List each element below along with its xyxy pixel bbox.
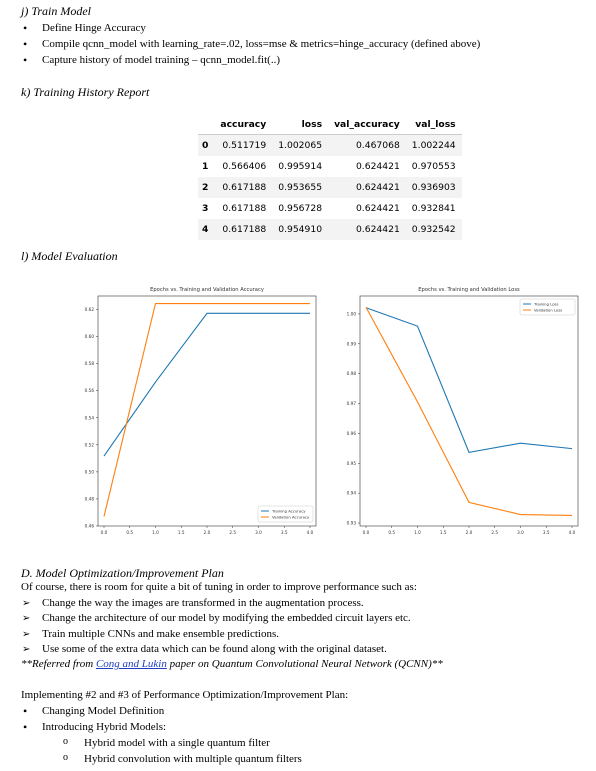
y-tick-label: 0.95 — [346, 460, 356, 466]
y-tick-label: 0.94 — [346, 490, 356, 496]
y-tick-label: 1.00 — [346, 311, 356, 317]
implementing-title: Implementing #2 and #3 of Performance Optimization/Improvement Plan: — [21, 689, 349, 701]
arrow-bullet-icon: ➢ — [22, 613, 31, 624]
table-row — [198, 135, 462, 157]
legend-label: Validation Accuracy — [272, 514, 310, 520]
table-row — [198, 156, 462, 177]
section-l-heading: l) Model Evaluation — [21, 249, 118, 263]
table-header-row — [198, 115, 462, 135]
section-j-heading: j) Train Model — [21, 4, 92, 18]
table-cell: 0.617188 — [214, 219, 272, 240]
history-table — [198, 115, 462, 240]
row-index: 1 — [202, 161, 209, 172]
table-cell: 1.002244 — [406, 135, 462, 157]
plan-item: Change the way the images are transformed in the augmentation process. — [42, 597, 364, 609]
y-tick-label: 0.98 — [346, 371, 356, 377]
x-tick-label: 2.0 — [203, 530, 211, 535]
accuracy-chart — [78, 284, 323, 539]
legend-label: Validation Loss — [534, 307, 563, 313]
x-tick-label: 3.5 — [280, 530, 288, 535]
arrow-bullet-icon: ➢ — [22, 629, 31, 640]
circle-bullet-icon: o — [63, 752, 68, 763]
circle-bullet-icon: o — [63, 736, 68, 747]
arrow-bullet-icon: ➢ — [22, 598, 31, 609]
x-tick-label: 3.5 — [542, 530, 550, 535]
table-cell: 0.566406 — [222, 161, 267, 172]
x-tick-label: 0.0 — [100, 530, 108, 535]
table-cell: 0.624421 — [328, 219, 406, 240]
bullet-icon: • — [23, 704, 28, 718]
y-tick-label: 0.96 — [346, 430, 356, 436]
y-tick-label: 0.52 — [84, 442, 94, 448]
table-cell: 0.956728 — [278, 203, 323, 214]
table-cell: 0.624421 — [355, 203, 400, 214]
y-tick-label: 0.54 — [84, 415, 94, 421]
table-cell: 0.954910 — [272, 219, 328, 240]
x-tick-label: 0.5 — [126, 530, 134, 535]
x-tick-label: 2.5 — [491, 530, 499, 535]
section-d-heading: D. Model Optimization/Improvement Plan — [21, 566, 224, 580]
table-cell: 0.936903 — [406, 177, 462, 198]
accuracy-chart-svg — [78, 284, 323, 539]
section-j-item: Compile qcnn_model with learning_rate=.02, loss=mse & metrics=hinge_accuracy (defined above) — [42, 38, 481, 50]
implementing-item: Changing Model Definition — [42, 705, 165, 717]
implementing-subitem: Hybrid convolution with multiple quantum filters — [84, 753, 302, 765]
section-k-heading: k) Training History Report — [21, 85, 150, 99]
y-tick-label: 0.62 — [84, 307, 94, 313]
arrow-bullet-icon: ➢ — [22, 644, 31, 655]
reference-prefix: **Referred from — [21, 658, 96, 670]
column-header — [198, 115, 214, 135]
row-index: 0 — [198, 135, 214, 157]
x-tick-label: 0.0 — [362, 530, 370, 535]
table-cell: 0.467068 — [328, 135, 406, 157]
y-tick-label: 0.56 — [84, 388, 94, 394]
section-j-item: Define Hinge Accuracy — [42, 22, 146, 34]
column-header: loss — [272, 115, 328, 135]
loss-chart — [340, 284, 585, 539]
x-tick-label: 0.5 — [388, 530, 396, 535]
y-tick-label: 0.50 — [84, 469, 94, 475]
x-tick-label: 2.0 — [465, 530, 473, 535]
loss-chart-svg — [340, 284, 585, 539]
table-cell: 0.932542 — [406, 219, 462, 240]
y-tick-label: 0.99 — [346, 341, 356, 347]
row-index: 2 — [198, 177, 214, 198]
column-header: val_loss — [406, 115, 462, 135]
chart-title: Epochs vs. Training and Validation Loss — [418, 287, 520, 293]
x-tick-label: 2.5 — [229, 530, 237, 535]
x-tick-label: 4.0 — [306, 530, 314, 535]
table-cell: 0.511719 — [214, 135, 272, 157]
y-tick-label: 0.48 — [84, 496, 94, 502]
bullet-icon: • — [23, 53, 28, 67]
row-index: 3 — [202, 203, 209, 214]
y-tick-label: 0.97 — [346, 401, 356, 407]
table-row — [198, 198, 462, 219]
bullet-icon: • — [23, 21, 28, 35]
cong-lukin-link[interactable]: Cong and Lukin — [95, 658, 167, 670]
implementing-subitem: Hybrid model with a single quantum filter — [84, 737, 270, 749]
chart-title: Epochs vs. Training and Validation Accuracy — [150, 287, 264, 293]
plan-item: Use some of the extra data which can be found along with the original dataset. — [42, 643, 387, 655]
x-tick-label: 1.5 — [177, 530, 185, 535]
plot-area — [360, 296, 578, 526]
section-j-item: Capture history of model training – qcnn_model.fit(..) — [42, 54, 280, 66]
table-cell: 0.970553 — [411, 161, 456, 172]
table-row — [198, 219, 462, 240]
y-tick-label: 0.93 — [346, 520, 356, 526]
row-index: 4 — [198, 219, 214, 240]
x-tick-label: 3.0 — [517, 530, 524, 535]
x-tick-label: 1.5 — [439, 530, 447, 535]
x-tick-label: 3.0 — [255, 530, 262, 535]
x-tick-label: 1.0 — [414, 530, 421, 535]
plan-item: Train multiple CNNs and make ensemble predictions. — [42, 628, 279, 640]
legend-label: Training Loss — [534, 301, 559, 307]
y-tick-label: 0.46 — [84, 523, 94, 529]
table-cell: 0.932841 — [411, 203, 456, 214]
reference-note — [21, 658, 443, 670]
column-header: val_accuracy — [328, 115, 406, 135]
table-row — [198, 177, 462, 198]
x-tick-label: 4.0 — [568, 530, 576, 535]
section-d-intro: Of course, there is room for quite a bit of tuning in order to improve performance such as: — [21, 581, 417, 593]
table-cell: 0.617188 — [222, 203, 267, 214]
bullet-icon: • — [23, 720, 28, 734]
y-tick-label: 0.60 — [84, 334, 94, 340]
legend-label: Training Accuracy — [272, 508, 306, 514]
table-cell: 0.624421 — [328, 177, 406, 198]
table-cell: 0.624421 — [355, 161, 400, 172]
y-tick-label: 0.58 — [84, 361, 94, 367]
table-cell: 1.002065 — [272, 135, 328, 157]
reference-suffix: paper on Quantum Convolutional Neural Network (QCNN)** — [166, 658, 443, 670]
implementing-item: Introducing Hybrid Models: — [42, 721, 167, 733]
table-cell: 0.995914 — [278, 161, 323, 172]
x-tick-label: 1.0 — [152, 530, 159, 535]
plot-area — [98, 296, 316, 526]
plan-item: Change the architecture of our model by modifying the embedded circuit layers etc. — [42, 612, 411, 624]
table-cell: 0.617188 — [214, 177, 272, 198]
bullet-icon: • — [23, 37, 28, 51]
table-cell: 0.953655 — [272, 177, 328, 198]
column-header: accuracy — [214, 115, 272, 135]
